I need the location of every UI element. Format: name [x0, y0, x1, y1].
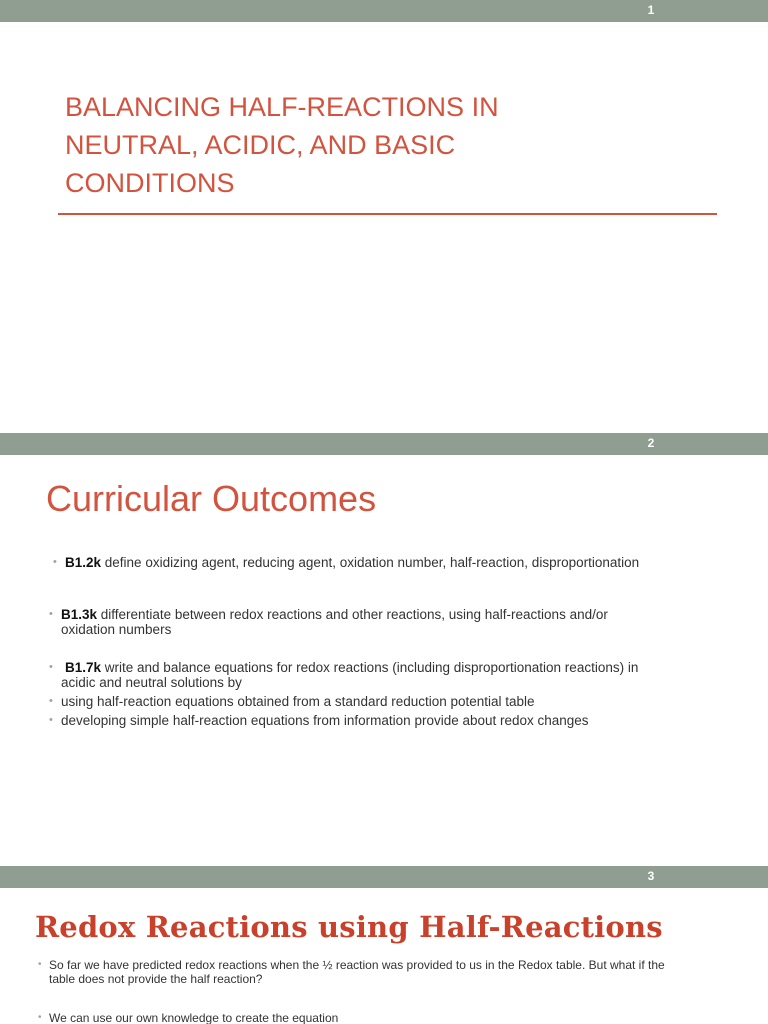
title-line: BALANCING HALF-REACTIONS IN	[65, 92, 499, 122]
bullet-item	[53, 555, 745, 570]
bullet-line: We can use our own knowledge to create the equation	[49, 1011, 339, 1024]
slide-number: 3	[647, 869, 655, 883]
outcome-code: B1.2k	[65, 555, 102, 570]
bullet-dot-icon: •	[49, 695, 53, 707]
bullet-line: differentiate between redox reactions and other reactions, using half-reactions and/or	[97, 607, 608, 622]
slide-header-bar	[0, 433, 768, 455]
bullet-line: write and balance equations for redox reactions (including disproportionation reactions) in	[101, 660, 639, 675]
bullet-item	[38, 1011, 749, 1024]
bullet-line: define oxidizing agent, reducing agent, oxidation number, half-reaction, disproportionation	[101, 555, 640, 570]
bullet-dot-icon: •	[49, 608, 53, 620]
bullet-item	[49, 660, 741, 690]
bullet-line: using half-reaction equations obtained from a standard reduction potential table	[61, 694, 535, 709]
bullet-item	[49, 713, 741, 728]
bullet-dot-icon: •	[38, 1012, 42, 1023]
slide-number: 1	[647, 3, 655, 17]
slide-title: Curricular Outcomes	[46, 478, 377, 519]
bullet-text	[61, 660, 741, 675]
slide-header-bar	[0, 0, 768, 22]
bullet-line: acidic and neutral solutions by	[61, 675, 242, 690]
title-line: NEUTRAL, ACIDIC, AND BASIC	[65, 130, 456, 160]
bullet-dot-icon: •	[49, 661, 53, 673]
bullet-line: oxidation numbers	[61, 622, 172, 637]
slide-3	[0, 866, 768, 1024]
slide-header-bar	[0, 866, 768, 888]
bullet-item	[49, 694, 741, 709]
slide-title	[65, 88, 705, 202]
bullet-item	[49, 607, 741, 637]
bullet-item	[38, 958, 749, 986]
bullet-line: developing simple half-reaction equations from information provide about redox changes	[61, 713, 589, 728]
bullet-dot-icon: •	[53, 556, 57, 568]
slide-number: 2	[647, 436, 655, 450]
bullet-text	[65, 555, 745, 570]
slide-1	[0, 0, 768, 433]
bullet-dot-icon: •	[49, 714, 53, 726]
bullet-dot-icon: •	[38, 959, 42, 970]
bullet-text	[61, 607, 741, 622]
slide-2	[0, 433, 768, 866]
slide-title: Redox Reactions using Half-Reactions	[35, 910, 663, 944]
title-underline	[58, 213, 717, 215]
title-line: CONDITIONS	[65, 168, 235, 198]
bullet-line: table does not provide the half reaction?	[49, 972, 263, 986]
bullet-line: So far we have predicted redox reactions when the ½ reaction was provided to us in the Redox table. But what if the	[49, 958, 665, 972]
outcome-code: B1.7k	[65, 660, 102, 675]
outcome-code: B1.3k	[61, 607, 98, 622]
